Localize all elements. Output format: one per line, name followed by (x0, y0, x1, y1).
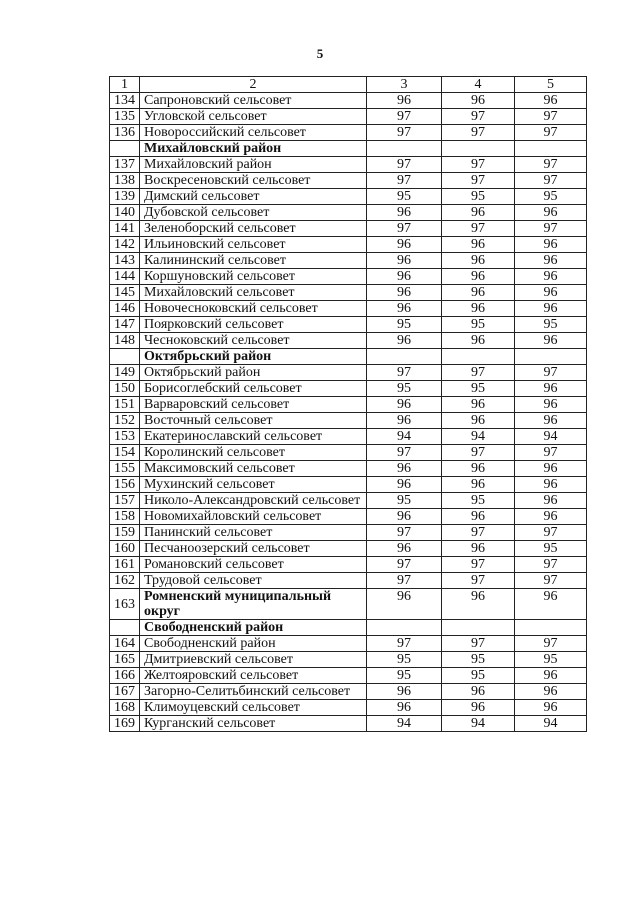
value-col-5: 97 (515, 573, 587, 589)
row-number: 148 (110, 333, 140, 349)
value-col-3: 96 (367, 205, 442, 221)
value-col-4: 97 (442, 445, 515, 461)
table-row (110, 445, 587, 461)
value-col-4: 96 (442, 237, 515, 253)
value-col-4: 96 (442, 205, 515, 221)
value-col-3: 97 (367, 221, 442, 237)
value-col-3: 97 (367, 125, 442, 141)
value-col-5: 97 (515, 445, 587, 461)
value-col-4: 97 (442, 157, 515, 173)
value-col-3: 96 (367, 333, 442, 349)
row-number: 138 (110, 173, 140, 189)
row-number: 140 (110, 205, 140, 221)
district-name: Свободненский район (140, 620, 367, 636)
value-col-3: 96 (367, 397, 442, 413)
row-number: 149 (110, 365, 140, 381)
settlement-name: Новочесноковский сельсовет (140, 301, 367, 317)
table-row (110, 237, 587, 253)
settlement-name: Максимовский сельсовет (140, 461, 367, 477)
table-row (110, 109, 587, 125)
value-col-3: 96 (367, 589, 442, 620)
value-col-5: 96 (515, 700, 587, 716)
value-col-5: 96 (515, 93, 587, 109)
value-col-4: 96 (442, 477, 515, 493)
settlement-name: Свободненский район (140, 636, 367, 652)
row-number: 166 (110, 668, 140, 684)
table-row (110, 557, 587, 573)
value-col-5: 96 (515, 205, 587, 221)
settlement-name: Мухинский сельсовет (140, 477, 367, 493)
row-number: 135 (110, 109, 140, 125)
value-col-4: 97 (442, 109, 515, 125)
table-row (110, 381, 587, 397)
value-col-5: 97 (515, 557, 587, 573)
row-number: 147 (110, 317, 140, 333)
row-number: 139 (110, 189, 140, 205)
row-number: 159 (110, 525, 140, 541)
value-col-5: 94 (515, 429, 587, 445)
value-col-5: 94 (515, 716, 587, 732)
settlement-name: Сапроновский сельсовет (140, 93, 367, 109)
row-number: 162 (110, 573, 140, 589)
header-col-3: 3 (367, 77, 442, 93)
table-row (110, 189, 587, 205)
value-col-3: 97 (367, 445, 442, 461)
table-row (110, 589, 587, 620)
row-number: 167 (110, 684, 140, 700)
table-row (110, 365, 587, 381)
value-col-5: 96 (515, 509, 587, 525)
value-col-3: 96 (367, 461, 442, 477)
value-col-3: 97 (367, 636, 442, 652)
row-number: 163 (110, 589, 140, 620)
value-col-5: 97 (515, 365, 587, 381)
row-number: 157 (110, 493, 140, 509)
value-col-4: 97 (442, 125, 515, 141)
table-row (110, 668, 587, 684)
value-col-3: 96 (367, 413, 442, 429)
value-col-4: 95 (442, 493, 515, 509)
settlement-name: Воскресеновский сельсовет (140, 173, 367, 189)
value-col-4: 96 (442, 461, 515, 477)
value-col-3: 97 (367, 573, 442, 589)
settlement-name: Зеленоборский сельсовет (140, 221, 367, 237)
value-col-3 (367, 349, 442, 365)
value-col-5: 96 (515, 493, 587, 509)
value-col-3: 96 (367, 93, 442, 109)
value-col-3: 97 (367, 157, 442, 173)
value-col-3: 96 (367, 285, 442, 301)
value-col-5: 96 (515, 285, 587, 301)
settlement-name: Климоуцевский сельсовет (140, 700, 367, 716)
value-col-4: 95 (442, 317, 515, 333)
header-col-4: 4 (442, 77, 515, 93)
row-number: 165 (110, 652, 140, 668)
row-number: 145 (110, 285, 140, 301)
row-number: 169 (110, 716, 140, 732)
value-col-4: 96 (442, 397, 515, 413)
value-col-5: 96 (515, 668, 587, 684)
settlement-name: Песчаноозерский сельсовет (140, 541, 367, 557)
table-row (110, 493, 587, 509)
value-col-3: 96 (367, 477, 442, 493)
value-col-3: 97 (367, 525, 442, 541)
settlement-name: Королинский сельсовет (140, 445, 367, 461)
row-number: 154 (110, 445, 140, 461)
row-number (110, 141, 140, 157)
table-row (110, 301, 587, 317)
settlement-name: Михайловский сельсовет (140, 285, 367, 301)
table-row (110, 285, 587, 301)
value-col-4: 94 (442, 429, 515, 445)
district-name: Октябрьский район (140, 349, 367, 365)
value-col-3: 95 (367, 493, 442, 509)
settlement-name: Поярковский сельсовет (140, 317, 367, 333)
value-col-4: 96 (442, 509, 515, 525)
table-row (110, 173, 587, 189)
settlement-name: Угловской сельсовет (140, 109, 367, 125)
row-number: 160 (110, 541, 140, 557)
table-row (110, 716, 587, 732)
value-col-4: 97 (442, 173, 515, 189)
row-number: 155 (110, 461, 140, 477)
table-row (110, 157, 587, 173)
value-col-5: 97 (515, 221, 587, 237)
value-col-4: 95 (442, 381, 515, 397)
header-col-5: 5 (515, 77, 587, 93)
value-col-3: 96 (367, 541, 442, 557)
settlement-name: Борисоглебский сельсовет (140, 381, 367, 397)
value-col-3: 97 (367, 557, 442, 573)
value-col-4: 96 (442, 269, 515, 285)
settlements-table (109, 76, 587, 732)
value-col-3: 95 (367, 381, 442, 397)
value-col-3: 96 (367, 269, 442, 285)
table-row (110, 125, 587, 141)
settlement-name: Екатеринославский сельсовет (140, 429, 367, 445)
value-col-4: 97 (442, 365, 515, 381)
row-number (110, 349, 140, 365)
row-number: 158 (110, 509, 140, 525)
value-col-5: 96 (515, 461, 587, 477)
value-col-4: 96 (442, 285, 515, 301)
value-col-4: 97 (442, 221, 515, 237)
value-col-3: 95 (367, 317, 442, 333)
settlement-name: Трудовой сельсовет (140, 573, 367, 589)
value-col-4: 96 (442, 301, 515, 317)
value-col-3: 95 (367, 652, 442, 668)
settlement-name: Курганский сельсовет (140, 716, 367, 732)
table-row (110, 205, 587, 221)
value-col-5: 96 (515, 589, 587, 620)
row-number: 137 (110, 157, 140, 173)
settlement-name: Октябрьский район (140, 365, 367, 381)
value-col-5 (515, 620, 587, 636)
row-number: 150 (110, 381, 140, 397)
settlement-name: Димский сельсовет (140, 189, 367, 205)
settlement-name: Панинский сельсовет (140, 525, 367, 541)
table-row (110, 93, 587, 109)
value-col-4: 96 (442, 93, 515, 109)
table-row (110, 333, 587, 349)
table-row (110, 525, 587, 541)
value-col-3: 97 (367, 365, 442, 381)
value-col-3 (367, 141, 442, 157)
district-header-row (110, 620, 587, 636)
value-col-3: 94 (367, 429, 442, 445)
district-name: Михайловский район (140, 141, 367, 157)
value-col-3: 97 (367, 173, 442, 189)
table-row (110, 652, 587, 668)
settlement-name: Калининский сельсовет (140, 253, 367, 269)
table-body (110, 77, 587, 732)
value-col-5: 96 (515, 253, 587, 269)
row-number: 153 (110, 429, 140, 445)
table-header-row (110, 77, 587, 93)
value-col-5: 97 (515, 157, 587, 173)
table-row (110, 477, 587, 493)
value-col-4: 97 (442, 573, 515, 589)
value-col-3: 96 (367, 237, 442, 253)
row-number: 151 (110, 397, 140, 413)
settlement-name: Новомихайловский сельсовет (140, 509, 367, 525)
settlement-name: Варваровский сельсовет (140, 397, 367, 413)
table-row (110, 573, 587, 589)
value-col-5: 96 (515, 397, 587, 413)
value-col-4 (442, 620, 515, 636)
value-col-4: 95 (442, 189, 515, 205)
settlement-name: Дмитриевский сельсовет (140, 652, 367, 668)
settlement-name: Новороссийский сельсовет (140, 125, 367, 141)
value-col-3: 95 (367, 668, 442, 684)
table-row (110, 636, 587, 652)
table-row (110, 397, 587, 413)
value-col-4: 96 (442, 700, 515, 716)
value-col-5: 96 (515, 413, 587, 429)
settlement-name: Дубовской сельсовет (140, 205, 367, 221)
value-col-3: 96 (367, 509, 442, 525)
row-number: 144 (110, 269, 140, 285)
value-col-4 (442, 349, 515, 365)
value-col-5: 96 (515, 237, 587, 253)
table-row (110, 509, 587, 525)
value-col-5: 97 (515, 525, 587, 541)
value-col-3 (367, 620, 442, 636)
value-col-5: 96 (515, 301, 587, 317)
settlement-name: Михайловский район (140, 157, 367, 173)
value-col-4: 96 (442, 541, 515, 557)
page-number: 5 (316, 46, 324, 61)
value-col-4: 97 (442, 557, 515, 573)
value-col-4: 94 (442, 716, 515, 732)
value-col-4: 97 (442, 636, 515, 652)
value-col-5: 95 (515, 541, 587, 557)
settlement-name: Николо-Александровский сельсовет (140, 493, 367, 509)
row-number: 134 (110, 93, 140, 109)
value-col-3: 96 (367, 684, 442, 700)
row-number: 164 (110, 636, 140, 652)
table-row (110, 221, 587, 237)
value-col-3: 96 (367, 700, 442, 716)
table-row (110, 317, 587, 333)
row-number: 136 (110, 125, 140, 141)
settlement-name: Желтояровский сельсовет (140, 668, 367, 684)
value-col-5: 96 (515, 684, 587, 700)
value-col-4: 97 (442, 525, 515, 541)
row-number: 142 (110, 237, 140, 253)
value-col-5: 96 (515, 477, 587, 493)
settlement-name: Коршуновский сельсовет (140, 269, 367, 285)
row-number: 146 (110, 301, 140, 317)
settlement-name: Загорно-Селитьбинский сельсовет (140, 684, 367, 700)
value-col-5: 96 (515, 333, 587, 349)
table-row (110, 684, 587, 700)
value-col-5: 97 (515, 173, 587, 189)
value-col-4: 96 (442, 253, 515, 269)
table-row (110, 413, 587, 429)
value-col-5: 96 (515, 381, 587, 397)
table-row (110, 253, 587, 269)
value-col-5: 96 (515, 269, 587, 285)
value-col-4: 96 (442, 589, 515, 620)
row-number (110, 620, 140, 636)
value-col-3: 94 (367, 716, 442, 732)
row-number: 152 (110, 413, 140, 429)
settlement-name: Романовский сельсовет (140, 557, 367, 573)
settlement-name: Восточный сельсовет (140, 413, 367, 429)
row-number: 161 (110, 557, 140, 573)
value-col-4: 96 (442, 413, 515, 429)
value-col-4: 95 (442, 652, 515, 668)
district-header-row (110, 141, 587, 157)
value-col-5: 97 (515, 109, 587, 125)
value-col-4: 96 (442, 333, 515, 349)
value-col-4: 96 (442, 684, 515, 700)
table-row (110, 700, 587, 716)
row-number: 141 (110, 221, 140, 237)
settlement-name: Ильиновский сельсовет (140, 237, 367, 253)
table-row (110, 541, 587, 557)
value-col-3: 96 (367, 301, 442, 317)
value-col-5 (515, 349, 587, 365)
table-row (110, 429, 587, 445)
value-col-4: 95 (442, 668, 515, 684)
value-col-5: 97 (515, 636, 587, 652)
value-col-5: 95 (515, 652, 587, 668)
value-col-5: 97 (515, 125, 587, 141)
settlement-name: Ромненский муниципальный округ (140, 589, 367, 620)
value-col-3: 96 (367, 253, 442, 269)
row-number: 168 (110, 700, 140, 716)
district-header-row (110, 349, 587, 365)
value-col-3: 97 (367, 109, 442, 125)
value-col-5: 95 (515, 189, 587, 205)
value-col-5: 95 (515, 317, 587, 333)
value-col-3: 95 (367, 189, 442, 205)
value-col-5 (515, 141, 587, 157)
table-row (110, 461, 587, 477)
row-number: 143 (110, 253, 140, 269)
row-number: 156 (110, 477, 140, 493)
table-row (110, 269, 587, 285)
header-col-2: 2 (140, 77, 367, 93)
value-col-4 (442, 141, 515, 157)
settlement-name: Чесноковский сельсовет (140, 333, 367, 349)
header-col-1: 1 (110, 77, 140, 93)
